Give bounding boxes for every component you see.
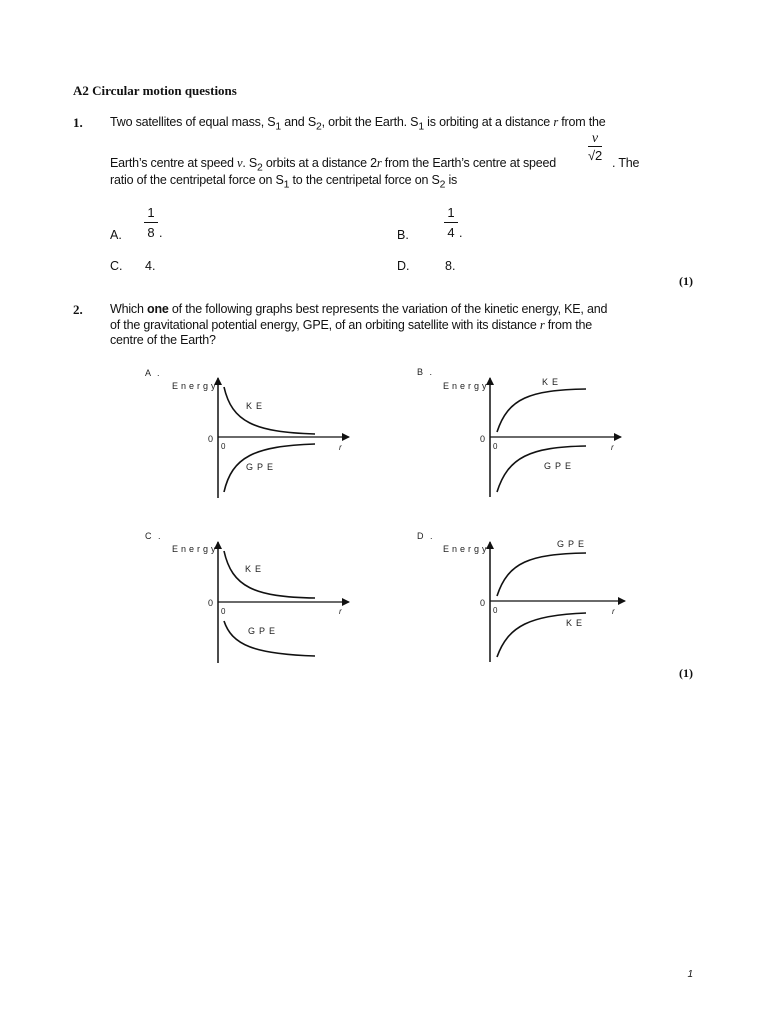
- option-a-letter: A.: [110, 228, 122, 242]
- graph-a: [145, 368, 349, 498]
- question-1-number: 1.: [73, 115, 83, 130]
- graph-d: [417, 531, 625, 662]
- graph-b-upper-curve: [497, 389, 586, 432]
- graph-a-zero-x: 0: [221, 442, 226, 451]
- question-1-line-2: Earth’s centre at speed v. $S_2$ orbits at a distance 2r from the Earth’s centre at speed: [110, 156, 557, 174]
- graph-c: [145, 531, 349, 663]
- graph-d-ylabel: Energy: [443, 544, 490, 554]
- graph-a-ylabel: Energy: [172, 381, 219, 391]
- speed-denominator: √2: [588, 148, 602, 163]
- graph-b-letter: B .: [417, 367, 435, 377]
- graph-d-letter: D .: [417, 531, 435, 541]
- graph-d-upper-label: GPE: [557, 539, 589, 549]
- page-title: A2 Circular motion questions: [73, 83, 237, 98]
- option-a-dot: .: [159, 226, 163, 240]
- graph-d-upper-curve: [497, 553, 586, 596]
- graph-a-xlabel: r: [339, 443, 342, 452]
- page-number: 1: [687, 969, 693, 980]
- graph-d-lower-label: KE: [566, 618, 587, 628]
- question-2-line-1: Which one of the following graphs best represents the variation of the kinetic energy, KE, and: [110, 302, 608, 316]
- graph-c-upper-curve: [224, 551, 315, 598]
- graph-c-lower-label: GPE: [248, 626, 280, 636]
- question-2-number: 2.: [73, 302, 83, 317]
- graph-d-zero-x: 0: [493, 606, 498, 615]
- graph-b-xlabel: r: [611, 443, 614, 452]
- graph-a-lower-label: GPE: [246, 462, 278, 472]
- question-1-line-1: Two satellites of equal mass, $S_1$ and $S_2$, orbit the Earth. $S_1$ is orbiting at a distance r from the: [110, 115, 606, 133]
- graph-d-xlabel: r: [612, 607, 615, 616]
- option-a-fraction: 1 8: [144, 205, 158, 240]
- graph-b-upper-label: KE: [542, 377, 563, 387]
- question-1-line-2-end: . The: [612, 156, 640, 170]
- graph-c-zero-x: 0: [221, 607, 226, 616]
- graph-b-lower-label: GPE: [544, 461, 576, 471]
- option-d-value: 8.: [445, 259, 456, 273]
- graph-c-letter: C .: [145, 531, 163, 541]
- question-2-line-3: centre of the Earth?: [110, 333, 216, 347]
- question-2-mark: (1): [679, 666, 693, 680]
- graph-a-zero-y: 0: [208, 434, 214, 444]
- option-d-letter: D.: [397, 259, 410, 273]
- graph-d-zero-y: 0: [480, 598, 486, 608]
- graph-c-upper-label: KE: [245, 564, 266, 574]
- question-2-line-2: of the gravitational potential energy, GPE, of an orbiting satellite with its distance r from the: [110, 318, 593, 332]
- option-b-fraction: 1 4: [444, 205, 458, 240]
- option-c-value: 4.: [145, 259, 156, 273]
- speed-numerator: v: [591, 131, 599, 146]
- graph-b-ylabel: Energy: [443, 381, 490, 391]
- graph-c-zero-y: 0: [208, 598, 214, 608]
- option-b-letter: B.: [397, 228, 409, 242]
- graph-a-upper-curve: [224, 387, 315, 434]
- option-c-letter: C.: [110, 259, 123, 273]
- graph-b: [417, 367, 621, 497]
- graph-b-zero-x: 0: [493, 442, 498, 451]
- option-b-dot: .: [459, 226, 463, 240]
- graph-b-zero-y: 0: [480, 434, 486, 444]
- question-1-mark: (1): [679, 274, 693, 288]
- question-1-line-3: ratio of the centripetal force on $S_1$ to the centripetal force on $S_2$ is: [110, 173, 458, 191]
- graph-c-ylabel: Energy: [172, 544, 219, 554]
- graph-a-upper-label: KE: [246, 401, 267, 411]
- graph-c-xlabel: r: [339, 607, 342, 616]
- graph-a-letter: A .: [145, 368, 162, 378]
